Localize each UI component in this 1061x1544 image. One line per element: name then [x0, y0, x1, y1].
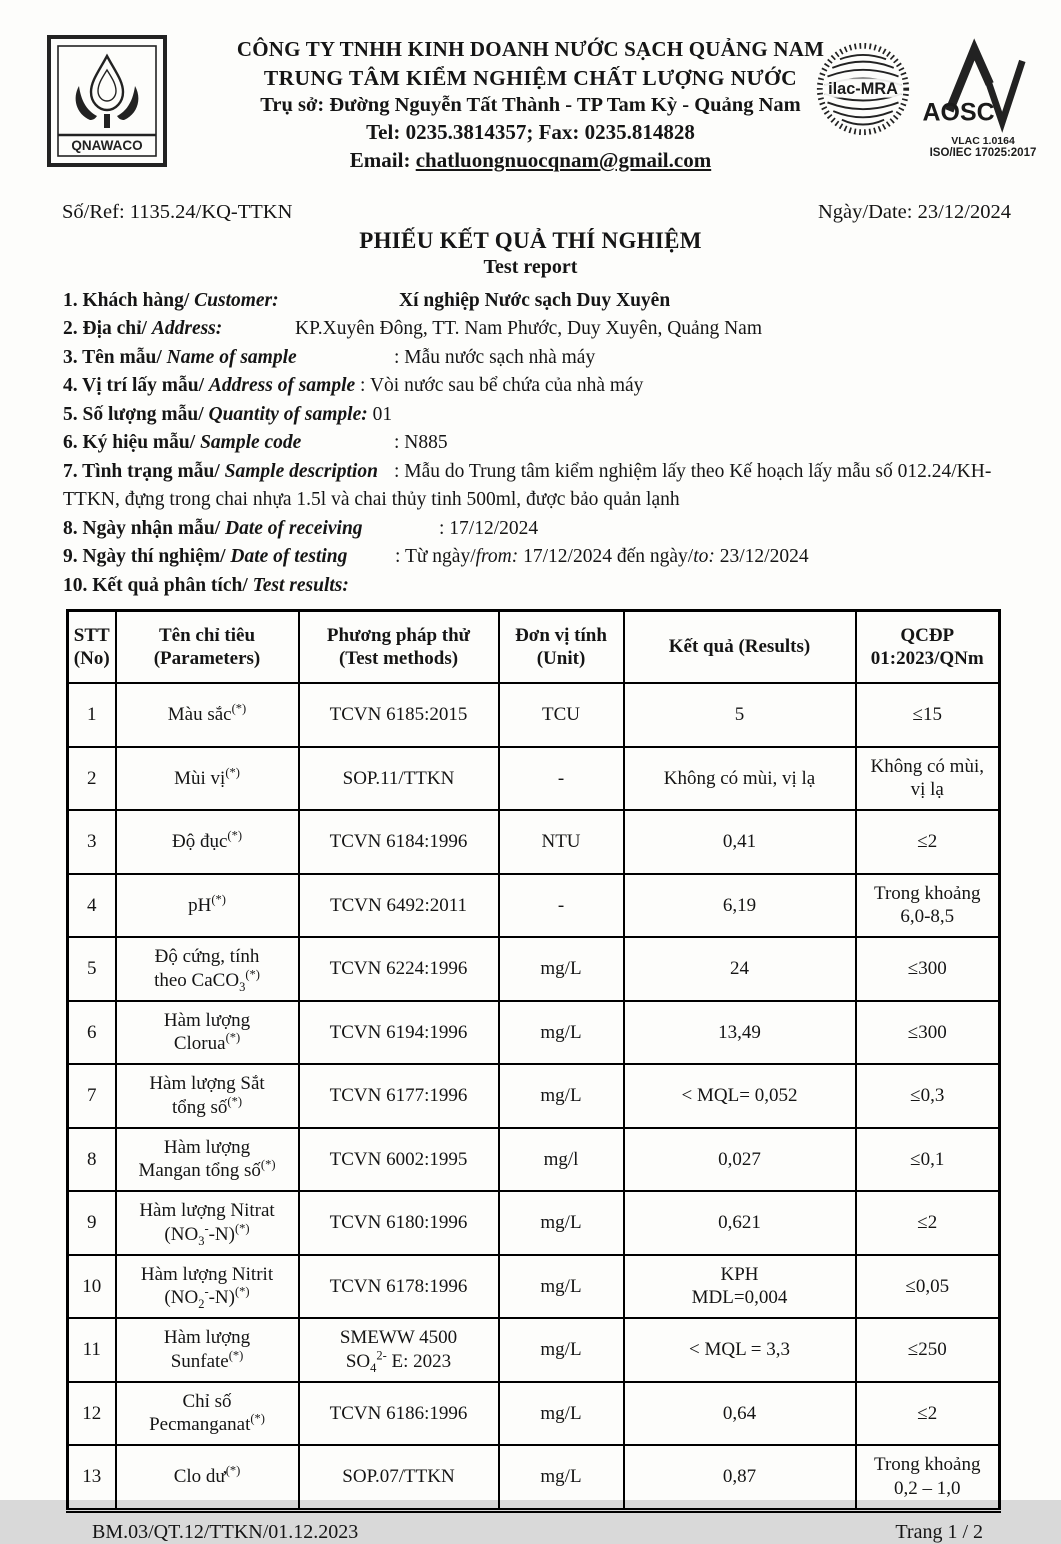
- col-header-limit: QCĐP 01:2023/QNm: [856, 611, 1000, 684]
- cell-result: 0,41: [624, 810, 856, 874]
- cell-no: 9: [68, 1191, 116, 1255]
- cell-result: 0,027: [624, 1128, 856, 1192]
- date-testing-value: : Từ ngày/from: 17/12/2024 đến ngày/to: 23/12/2024: [395, 546, 809, 568]
- cell-result: < MQL = 3,3: [624, 1318, 856, 1382]
- col-header-methods: Phương pháp thử (Test methods): [299, 611, 499, 684]
- page-subtitle: Test report: [483, 255, 578, 278]
- cell-limit: Không có mùi, vị lạ: [856, 747, 1000, 811]
- cell-no: 8: [68, 1128, 116, 1192]
- cell-result: KPH MDL=0,004: [624, 1255, 856, 1319]
- cell-no: 6: [68, 1001, 116, 1065]
- info-results-heading: 10. Kết quả phân tích/ Test results:: [63, 574, 349, 596]
- cell-unit: mg/L: [499, 1445, 624, 1510]
- cell-param: Hàm lượng Sắt tổng số(*): [116, 1064, 299, 1128]
- ref-date-row: [62, 201, 1011, 224]
- cell-param: Độ đục(*): [116, 810, 299, 874]
- sample-description-value: : Mẫu do Trung tâm kiểm nghiệm lấy theo Kế hoạch lấy mẫu số 012.24/KH-TTKN, đựng trong chai nhựa 1.5l và chai thủy tinh 500ml, được bảo quản lạnh: [63, 460, 992, 511]
- cell-no: 3: [68, 810, 116, 874]
- cell-param: Độ cứng, tính theo CaCO$_3$(*): [116, 937, 299, 1001]
- aosc-icon: [920, 36, 1046, 130]
- cell-result: 5: [624, 683, 856, 747]
- aosc-iso-line: ISO/IEC 17025:2017: [929, 147, 1037, 160]
- table-row: [68, 1382, 1000, 1446]
- table-row: [68, 1191, 1000, 1255]
- table-row: [68, 810, 1000, 874]
- table-row: [68, 1001, 1000, 1065]
- cell-method: TCVN 6185:2015: [299, 683, 499, 747]
- info-customer: 1. Khách hàng/ Customer: Xí nghiệp Nước sạch Duy Xuyên: [63, 289, 671, 311]
- issue-date: Ngày/Date: 23/12/2024: [817, 200, 1011, 223]
- address-value: KP.Xuyên Đông, TT. Nam Phước, Duy Xuyên, Quảng Nam: [295, 318, 762, 340]
- cell-unit: mg/L: [499, 1064, 624, 1128]
- col-header-results: Kết quả (Results): [624, 611, 856, 684]
- cell-method: TCVN 6194:1996: [299, 1001, 499, 1065]
- ilac-mra-text: ilac-MRA: [828, 79, 898, 98]
- cell-method: SOP.11/TTKN: [299, 747, 499, 811]
- cell-limit: ≤0,05: [856, 1255, 1000, 1319]
- cell-param: pH(*): [116, 874, 299, 938]
- cell-result: < MQL= 0,052: [624, 1064, 856, 1128]
- cell-param: Hàm lượng Nitrit $(NO_2^--N)^{(*)}$: [116, 1255, 299, 1319]
- table-row: [68, 1064, 1000, 1128]
- company-name: CÔNG TY TNHH KINH DOANH NƯỚC SẠCH QUẢNG NAM: [236, 37, 825, 61]
- cell-limit: ≤300: [856, 1001, 1000, 1065]
- cell-method: TCVN 6492:2011: [299, 874, 499, 938]
- cell-result: 13,49: [624, 1001, 856, 1065]
- table-row: [68, 1255, 1000, 1319]
- email-link[interactable]: chatluongnuocqnam@gmail.com: [415, 147, 712, 172]
- aosc-vlac-line: VLAC 1.0164: [951, 135, 1015, 147]
- cell-no: 1: [68, 683, 116, 747]
- cell-no: 11: [68, 1318, 116, 1382]
- table-row: [68, 874, 1000, 938]
- info-date-receiving: 8. Ngày nhận mẫu/ Date of receiving : 17/12/2024: [63, 517, 539, 539]
- form-code: BM.03/QT.12/TTKN/01.12.2023: [92, 1520, 359, 1543]
- qnawaco-logo: [46, 34, 168, 168]
- cell-no: 12: [68, 1382, 116, 1446]
- table-header-row: [68, 611, 1000, 684]
- info-date-testing: 9. Ngày thí nghiệm/ Date of testing : Từ ngày/from: 17/12/2024 đến ngày/to: 23/12/2024: [63, 546, 809, 568]
- cell-method: TCVN 6184:1996: [299, 810, 499, 874]
- aosc-text: AOSC: [922, 98, 995, 127]
- cell-limit: ≤2: [856, 810, 1000, 874]
- cell-method: TCVN 6178:1996: [299, 1255, 499, 1319]
- cell-unit: mg/L: [499, 937, 624, 1001]
- cell-limit: ≤15: [856, 683, 1000, 747]
- cell-no: 7: [68, 1064, 116, 1128]
- info-address: 2. Địa chỉ/ Address: KP.Xuyên Đông, TT. Nam Phước, Duy Xuyên, Quảng Nam: [63, 318, 762, 340]
- info-sample-code: 6. Ký hiệu mẫu/ Sample code : N885: [63, 432, 448, 454]
- cell-param: Mùi vị(*): [116, 747, 299, 811]
- cell-param: Màu sắc(*): [116, 683, 299, 747]
- letterhead: [186, 0, 876, 175]
- ilac-mra-icon: [815, 40, 911, 138]
- email-line: [186, 147, 876, 175]
- customer-value: Xí nghiệp Nước sạch Duy Xuyên: [399, 289, 671, 311]
- sample-info-list: [63, 287, 1017, 601]
- sample-code-value: : N885: [394, 432, 448, 454]
- page-title: PHIẾU KẾT QUẢ THÍ NGHIỆM: [359, 227, 702, 253]
- table-row: [68, 1128, 1000, 1192]
- center-name: TRUNG TÂM KIỂM NGHIỆM CHẤT LƯỢNG NƯỚC: [263, 65, 798, 90]
- cell-param: Hàm lượng Clorua(*): [116, 1001, 299, 1065]
- cell-no: 2: [68, 747, 116, 811]
- cell-method: TCVN 6224:1996: [299, 937, 499, 1001]
- table-row: [68, 937, 1000, 1001]
- head-office-address: Trụ sở: Đường Nguyễn Tất Thành - TP Tam Kỳ - Quảng Nam: [260, 94, 801, 117]
- info-quantity: 5. Số lượng mẫu/ Quantity of sample: 01: [63, 403, 393, 425]
- table-row: [68, 747, 1000, 811]
- cell-unit: mg/L: [499, 1382, 624, 1446]
- date-receiving-value: : 17/12/2024: [439, 517, 539, 539]
- cell-method: TCVN 6180:1996: [299, 1191, 499, 1255]
- col-header-unit: Đơn vị tính (Unit): [499, 611, 624, 684]
- cell-param: Hàm lượng Sunfate(*): [116, 1318, 299, 1382]
- cell-result: 6,19: [624, 874, 856, 938]
- page-footer: [92, 1521, 983, 1544]
- col-header-no: STT (No): [68, 611, 116, 684]
- sample-name-value: : Mẫu nước sạch nhà máy: [394, 346, 596, 368]
- col-header-parameters: Tên chỉ tiêu (Parameters): [116, 611, 299, 684]
- cell-method: TCVN 6002:1995: [299, 1128, 499, 1192]
- results-table-body: [68, 683, 1000, 1510]
- cell-limit: Trong khoảng 6,0-8,5: [856, 874, 1000, 938]
- cell-param: Chỉ số Pecmanganat(*): [116, 1382, 299, 1446]
- cell-limit: ≤2: [856, 1382, 1000, 1446]
- cell-no: 5: [68, 937, 116, 1001]
- cell-result: 0,87: [624, 1445, 856, 1510]
- cell-method: SOP.07/TTKN: [299, 1445, 499, 1510]
- cell-limit: ≤300: [856, 937, 1000, 1001]
- info-sample-address: 4. Vị trí lấy mẫu/ Address of sample : Vòi nước sau bể chứa của nhà máy: [63, 375, 644, 397]
- cell-param: Hàm lượng Nitrat $(NO_3^--N)^{(*)}$: [116, 1191, 299, 1255]
- cell-param: Hàm lượng Mangan tổng số(*): [116, 1128, 299, 1192]
- email-label: Email:: [349, 147, 411, 172]
- page-number: Trang 1 / 2: [895, 1520, 983, 1543]
- sample-address-value: : Vòi nước sau bể chứa của nhà máy: [360, 375, 644, 397]
- cell-no: 4: [68, 874, 116, 938]
- info-sample-description: 7. Tình trạng mẫu/ Sample description : Mẫu do Trung tâm kiểm nghiệm lấy theo Kế hoạch lấy mẫu số 012.24/KH-TTKN, đựng trong chai nhựa 1.5l và chai thủy tinh 500ml, được bảo quản lạnh: [63, 460, 992, 511]
- cell-result: 0,621: [624, 1191, 856, 1255]
- info-sample-name: 3. Tên mẫu/ Name of sample : Mẫu nước sạch nhà máy: [63, 346, 596, 368]
- results-table: [66, 609, 1001, 1513]
- cell-limit: ≤2: [856, 1191, 1000, 1255]
- cell-unit: NTU: [499, 810, 624, 874]
- cell-limit: Trong khoảng 0,2 – 1,0: [856, 1445, 1000, 1510]
- aosc-logo: [919, 36, 1047, 160]
- cell-unit: mg/L: [499, 1001, 624, 1065]
- accreditation-logos: [815, 36, 1047, 160]
- cell-result: 0,64: [624, 1382, 856, 1446]
- cell-method: TCVN 6177:1996: [299, 1064, 499, 1128]
- cell-result: 24: [624, 937, 856, 1001]
- cell-unit: mg/l: [499, 1128, 624, 1192]
- cell-limit: ≤0,3: [856, 1064, 1000, 1128]
- table-row: [68, 1445, 1000, 1510]
- cell-limit: ≤250: [856, 1318, 1000, 1382]
- cell-limit: ≤0,1: [856, 1128, 1000, 1192]
- cell-unit: mg/L: [499, 1191, 624, 1255]
- cell-unit: mg/L: [499, 1318, 624, 1382]
- cell-result: Không có mùi, vị lạ: [624, 747, 856, 811]
- cell-method: SMEWW 4500 $SO_4^{2-}$ E: 2023: [299, 1318, 499, 1382]
- cell-no: 13: [68, 1445, 116, 1510]
- tel-fax-line: Tel: 0235.3814357; Fax: 0235.814828: [366, 120, 695, 145]
- cell-unit: mg/L: [499, 1255, 624, 1319]
- table-row: [68, 683, 1000, 747]
- qnawaco-logo-icon: [46, 34, 168, 168]
- cell-method: TCVN 6186:1996: [299, 1382, 499, 1446]
- cell-unit: TCU: [499, 683, 624, 747]
- ref-number: Số/Ref: 1135.24/KQ-TTKN: [62, 200, 293, 223]
- quantity-value: 01: [372, 403, 393, 425]
- cell-unit: -: [499, 874, 624, 938]
- cell-param: Clo dư(*): [116, 1445, 299, 1510]
- qnawaco-logo-text: QNAWACO: [71, 138, 143, 153]
- table-row: [68, 1318, 1000, 1382]
- cell-unit: -: [499, 747, 624, 811]
- cell-no: 10: [68, 1255, 116, 1319]
